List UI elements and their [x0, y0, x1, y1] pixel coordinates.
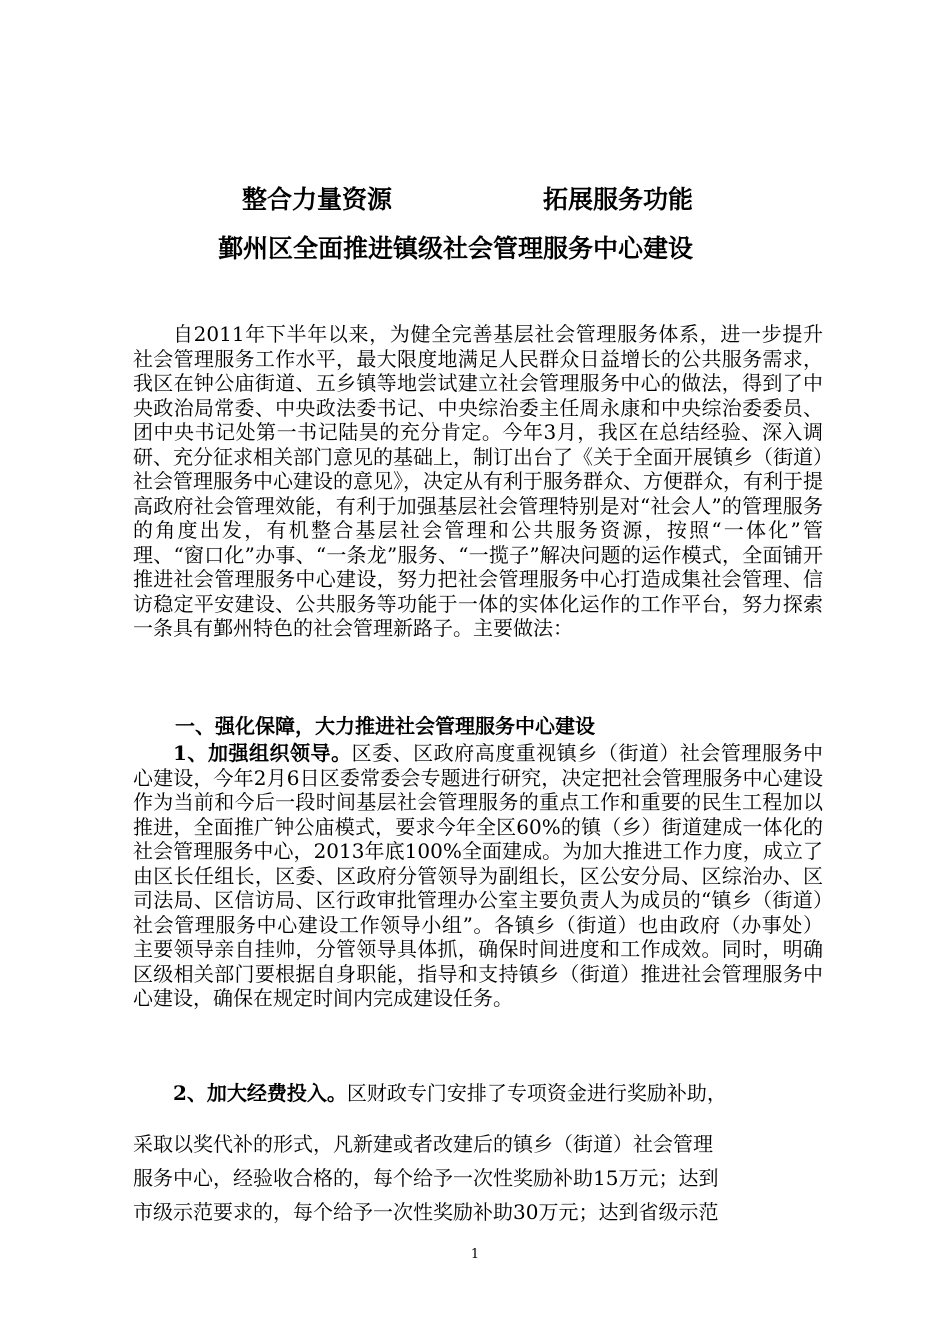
item2-continuation	[133, 1127, 823, 1229]
item2-paragraph	[133, 1081, 823, 1106]
section-heading: 一、强化保障，大力推进社会管理服务中心建设	[175, 714, 595, 738]
item2-line2: 采取以奖代补的形式，凡新建或者改建后的镇乡（街道）社会管理	[133, 1132, 713, 1156]
title-left: 整合力量资源	[242, 185, 393, 214]
page-number: 1	[470, 1247, 480, 1262]
item1-paragraph	[133, 741, 823, 1011]
intro-paragraph: 自2011年下半年以来，为健全完善基层社会管理服务体系，进一步提升社会管理服务工作水平，最大限度地满足人民群众日益增长的公共服务需求，我区在钟公庙街道、五乡镇等地尝试建立社会管理服务中心的做法，得到了中央政治局常委、中央政法委书记、中央综治委主任周永康和中央综治委委员、团中央书记处第一书记陆昊的充分肯定。今年3月，我区在总结经验、深入调研、充分征求相关部门意见的基础上，制订出台了《关于全面开展镇乡（街道）社会管理服务中心建设的意见》，决定从有利于服务群众、方便群众，有利于提高政府社会管理效能，有利于加强基层社会管理特别是对“社会人”的管理服务的角度出发，有机整合基层社会管理和公共服务资源，按照“一体化”管理、“窗口化”办事、“一条龙”服务、“一揽子”解决问题的运作模式，全面铺开推进社会管理服务中心建设，努力把社会管理服务中心打造成集社会管理、信访稳定平安建设、公共服务等功能于一体的实体化运作的工作平台，努力探索一条具有鄞州特色的社会管理新路子。主要做法：	[133, 322, 823, 640]
item2-line3: 服务中心，经验收合格的，每个给予一次性奖励补助15万元；达到	[133, 1166, 719, 1190]
title-right: 拓展服务功能	[543, 185, 694, 214]
item2-lead: 2、加大经费投入。	[173, 1081, 347, 1105]
item1-lead: 1、加强组织领导。	[173, 741, 352, 765]
item2-text: 区财政专门安排了专项资金进行奖励补助，	[346, 1081, 727, 1105]
item1-text: 区委、区政府高度重视镇乡（街道）社会管理服务中心建设，今年2月6日区委常委会专题进行研究，决定把社会管理服务中心建设作为当前和今后一段时间基层社会管理服务的重点工作和重要的民生工程加以推进，全面推广钟公庙模式，要求今年全区60%的镇（乡）街道建成一体化的社会管理服务中心，2013年底100%全面建成。为加大推进工作力度，成立了由区长任组长，区委、区政府分管领导为副组长，区公安分局、区综治办、区司法局、区信访局、区行政审批管理办公室主要负责人为成员的“镇乡（街道）社会管理服务中心建设工作领导小组”。各镇乡（街道）也由政府（办事处）主要领导亲自挂帅，分管领导具体抓，确保时间进度和工作成效。同时，明确区级相关部门要根据自身职能，指导和支持镇乡（街道）推进社会管理服务中心建设，确保在规定时间内完成建设任务。	[133, 741, 824, 1010]
title-main: 鄞州区全面推进镇级社会管理服务中心建设	[218, 234, 694, 263]
item2-line4: 市级示范要求的，每个给予一次性奖励补助30万元；达到省级示范	[133, 1200, 719, 1224]
